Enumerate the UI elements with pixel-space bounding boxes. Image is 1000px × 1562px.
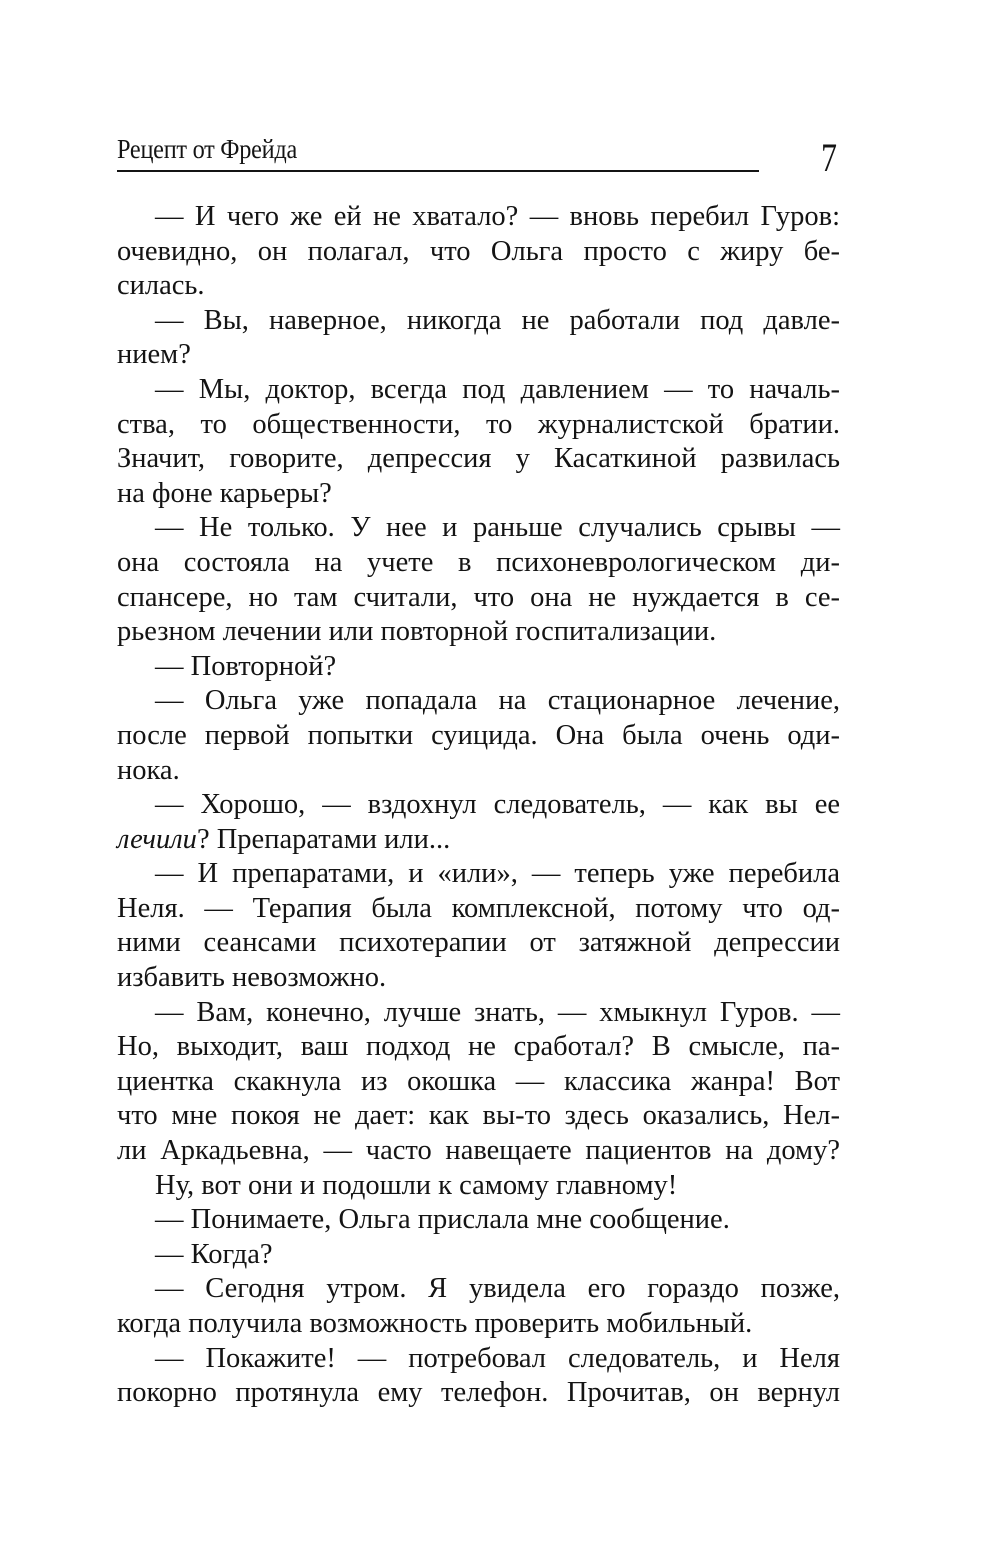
text-line: после первой попытки суицида. Она была очень оди- [117,719,840,751]
text-line: Но, выходит, ваш подход не сработал? В смысле, па- [117,1031,840,1063]
text-line: нока. [117,754,180,786]
text-line: избавить невозможно. [117,962,387,994]
text-line: спансере, но там считали, что она не нуждается в се- [117,581,840,613]
text-line: — И препаратами, и «или», — теперь уже перебила [155,858,840,890]
text-line: — Не только. У нее и раньше случались срывы — [155,512,840,544]
text-line: — И чего же ей не хватало? — вновь перебил Гуров: [155,201,840,232]
text-line: Ну, вот они и подошли к самому главному! [155,1169,678,1201]
running-title: Рецепт от Фрейда [117,134,297,164]
text-line: циентка скакнула из окошка — классика жанра! Вот [117,1065,840,1097]
text-line: — Сегодня утром. Я увидела его гораздо позже, [155,1273,840,1305]
text-line: — Ольга уже попадала на стационарное лечение, [155,685,840,717]
text-line: она состояла на учете в психоневрологическом ди- [117,546,840,578]
text-line: рьезном лечении или повторной госпитализации. [117,616,717,648]
text-line: ними сеансами психотерапии от затяжной депрессии [117,927,840,959]
text-line: нием? [117,339,191,371]
text-line: покорно протянула ему телефон. Прочитав, он вернул [117,1377,840,1409]
text-line: — Вам, конечно, лучше знать, — хмыкнул Гуров. — [155,996,840,1028]
text-line: ли Аркадьевна, — часто навещаете пациентов на дому? [117,1135,840,1167]
text-line: Значит, говорите, депрессия у Касаткиной развилась [117,443,840,475]
text-line: — Понимаете, Ольга прислала мне сообщение. [155,1204,730,1236]
text-line: когда получила возможность проверить мобильный. [117,1308,753,1339]
text-line: — Повторной? [155,650,337,682]
text-line: — Мы, доктор, всегда под давлением — то началь- [155,373,840,405]
header-rule [117,170,759,172]
text-line: — Вы, наверное, никогда не работали под давле- [155,304,840,336]
text-line: что мне покоя не дает: как вы-то здесь оказались, Нел- [117,1100,840,1132]
text-line-rest: ? Препаратами или... [196,823,451,855]
text-line: силась. [117,270,205,302]
text-line: Неля. — Терапия была комплексной, потому что од- [117,892,840,924]
italic-word: лечили [117,823,197,855]
body-text [117,200,840,1411]
text-line: — Хорошо, — вздохнул следователь, — как вы ее [155,789,840,821]
text-line: ства, то общественности, то журналистской братии. [117,408,840,440]
text-line [117,823,840,858]
text-line: на фоне карьеры? [117,477,332,509]
text-line: очевидно, он полагал, что Ольга просто с жиру бе- [117,235,840,267]
text-line: — Покажите! — потребовал следователь, и Неля [155,1342,840,1374]
page-header [117,122,840,182]
page-number: 7 [821,135,837,180]
text-line: — Когда? [155,1238,273,1270]
